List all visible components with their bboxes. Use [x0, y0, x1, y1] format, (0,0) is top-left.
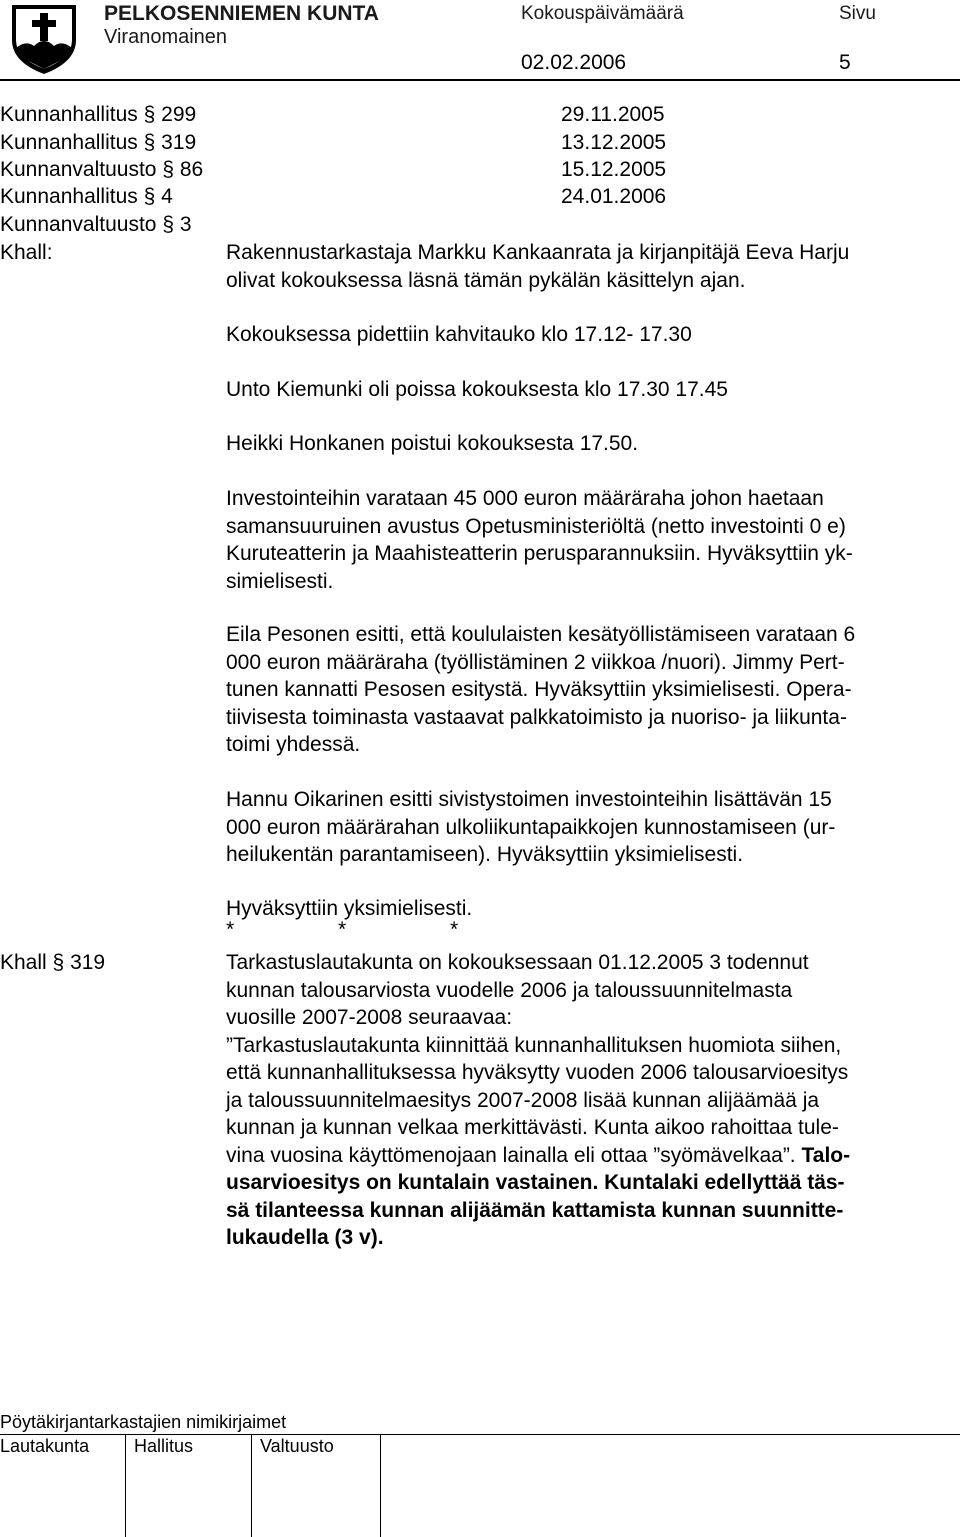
sports-field-paragraph — [226, 786, 926, 869]
history-number: 319 — [161, 131, 197, 154]
khall-label-text: Khall — [0, 951, 47, 974]
history-date: 29.11.2005 — [561, 103, 665, 126]
history-body: Kunnanvaltuusto — [0, 213, 157, 236]
paragraph-line: Eila Pesonen esitti, että koululaisten kesätyöllistämiseen varataan 6 — [226, 623, 856, 646]
footer-column-divider — [125, 1434, 126, 1537]
paragraph-line: Kuruteatterin ja Maahisteatterin perusparannuksiin. Hyväksyttiin yk- — [226, 542, 853, 565]
history-row — [0, 211, 192, 238]
paragraph-line-bold: sä tilanteessa kunnan alijäämän kattamista kunnan suunnitte- — [226, 1198, 844, 1222]
paragraph-line: simielisesti. — [226, 569, 334, 593]
paragraph-line: ja taloussuunnitelmaesitys 2007-2008 lisää kunnan alijäämää ja — [226, 1088, 820, 1112]
municipal-crest-logo — [8, 2, 80, 76]
absence-paragraph — [226, 376, 926, 404]
paragraph-line: että kunnanhallituksessa hyväksytty vuoden 2006 talousarvioesitys — [226, 1061, 849, 1084]
paragraph-line: Heikki Honkanen poistui kokouksesta 17.50. — [226, 432, 639, 455]
paragraph-line: heilukentän parantamiseen). Hyväksyttiin yksimielisesti. — [226, 843, 744, 866]
paragraph-line: tunen kannatti Pesosen esitystä. Hyväksyttiin yksimielisesti. Opera- — [226, 678, 852, 701]
paragraph-line: Rakennustarkastaja Markku Kankaanrata ja kirjanpitäjä Eeva Harju — [226, 241, 850, 264]
municipality-name: PELKOSENNIEMEN KUNTA — [104, 2, 379, 25]
paragraph-line: ”Tarkastuslautakunta kiinnittää kunnanhallituksen huomiota siihen, — [226, 1033, 842, 1057]
history-row — [0, 129, 196, 156]
footer-column-hallitus: Hallitus — [134, 1436, 194, 1456]
footer-divider — [0, 1434, 960, 1435]
paragraph-line: vuosille 2007-2008 seuraavaa: — [226, 1006, 513, 1029]
paragraph-line: kunnan talousarviosta vuodelle 2006 ja taloussuunnitelmasta — [226, 978, 793, 1002]
paragraph-line: olivat kokouksessa läsnä tämän pykälän käsittelyn ajan. — [226, 268, 746, 292]
summer-employment-paragraph — [226, 621, 926, 759]
section-sign-icon: § — [162, 158, 180, 181]
footer-column-divider — [380, 1434, 381, 1537]
footer-column-valtuusto: Valtuusto — [260, 1436, 334, 1456]
history-number: 4 — [161, 185, 173, 208]
paragraph-line: Investointeihin varataan 45 000 euron määräraha johon haetaan — [226, 487, 824, 510]
history-row — [0, 156, 203, 183]
paragraph-line: samansuuruinen avustus Opetusministeriöltä (netto investointi 0 e) — [226, 514, 846, 538]
history-body: Kunnanhallitus — [0, 131, 138, 154]
separator-asterisk: * — [338, 918, 347, 941]
paragraph-line-mixed — [226, 1142, 926, 1170]
header-divider — [0, 79, 960, 81]
paragraph-line: Unto Kiemunki oli poissa kokouksesta klo 17.30 17.45 — [226, 378, 728, 401]
authority-name: Viranomainen — [104, 26, 228, 48]
paragraph-line: Hannu Oikarinen esitti sivistystoimen investointeihin lisättävän 15 — [226, 788, 832, 811]
footer-column-lautakunta: Lautakunta — [0, 1436, 90, 1456]
audit-committee-paragraph — [226, 949, 926, 1252]
section-sign-icon: § — [52, 951, 71, 974]
paragraph-line: toimi yhdessä. — [226, 733, 361, 756]
paragraph-line-bold: usarvioesitys on kuntalain vastainen. Kuntalaki edellyttää täs- — [226, 1171, 845, 1194]
history-row — [0, 183, 173, 210]
investment-paragraph — [226, 485, 926, 595]
history-date: 15.12.2005 — [561, 158, 667, 181]
page-label: Sivu — [839, 3, 876, 24]
meeting-date: 02.02.2006 — [521, 51, 627, 74]
history-number: 86 — [179, 158, 204, 181]
separator-asterisk: * — [450, 918, 459, 941]
paragraph-line: Tarkastuslautakunta on kokouksessaan 01.12.2005 3 todennut — [226, 951, 809, 974]
paragraph-line: Kokouksessa pidettiin kahvitauko klo 17.12- 17.30 — [226, 323, 692, 346]
khall-label: Khall: — [0, 241, 53, 264]
history-row — [0, 101, 196, 128]
coffee-break-paragraph — [226, 321, 926, 349]
history-number: 299 — [161, 103, 197, 126]
paragraph-text: vina vuosina käyttömenojaan lainalla eli ottaa ”syömävelkaa”. — [226, 1143, 796, 1167]
history-date: 13.12.2005 — [561, 131, 667, 154]
history-date: 24.01.2006 — [561, 185, 667, 208]
page-number: 5 — [839, 51, 851, 74]
history-body: Kunnanvaltuusto — [0, 158, 157, 181]
section-sign-icon: § — [143, 185, 162, 208]
section-sign-icon: § — [162, 213, 180, 236]
attendance-paragraph — [226, 239, 926, 294]
meeting-date-label: Kokouspäivämäärä — [521, 3, 684, 24]
section-sign-icon: § — [143, 131, 162, 154]
paragraph-line: 000 euron määrärahan ulkoliikuntapaikkojen kunnostamiseen (ur- — [226, 815, 836, 839]
footer-title: Pöytäkirjantarkastajien nimikirjaimet — [0, 1412, 287, 1432]
paragraph-line-bold: lukaudella (3 v). — [226, 1226, 384, 1249]
paragraph-line: tiivisesta toiminasta vastaavat palkkatoimisto ja nuoriso- ja liikunta- — [226, 705, 847, 729]
history-body: Kunnanhallitus — [0, 185, 138, 208]
separator-asterisk: * — [226, 918, 235, 941]
paragraph-text-bold: Talo- — [795, 1143, 851, 1167]
departure-paragraph — [226, 430, 926, 458]
history-number: 3 — [179, 213, 192, 236]
history-body: Kunnanhallitus — [0, 103, 138, 126]
paragraph-line: kunnan ja kunnan velkaa merkittävästi. Kunta aikoo rahoittaa tule- — [226, 1116, 839, 1139]
footer-column-divider — [251, 1434, 252, 1537]
khall-number: 319 — [70, 951, 106, 974]
khall-319-label — [0, 949, 105, 976]
paragraph-line: Hyväksyttiin yksimielisesti. — [226, 897, 473, 920]
section-sign-icon: § — [143, 103, 162, 126]
paragraph-line: 000 euron määräraha (työllistäminen 2 viikkoa /nuori). Jimmy Pert- — [226, 650, 845, 674]
section-separator — [226, 918, 486, 945]
